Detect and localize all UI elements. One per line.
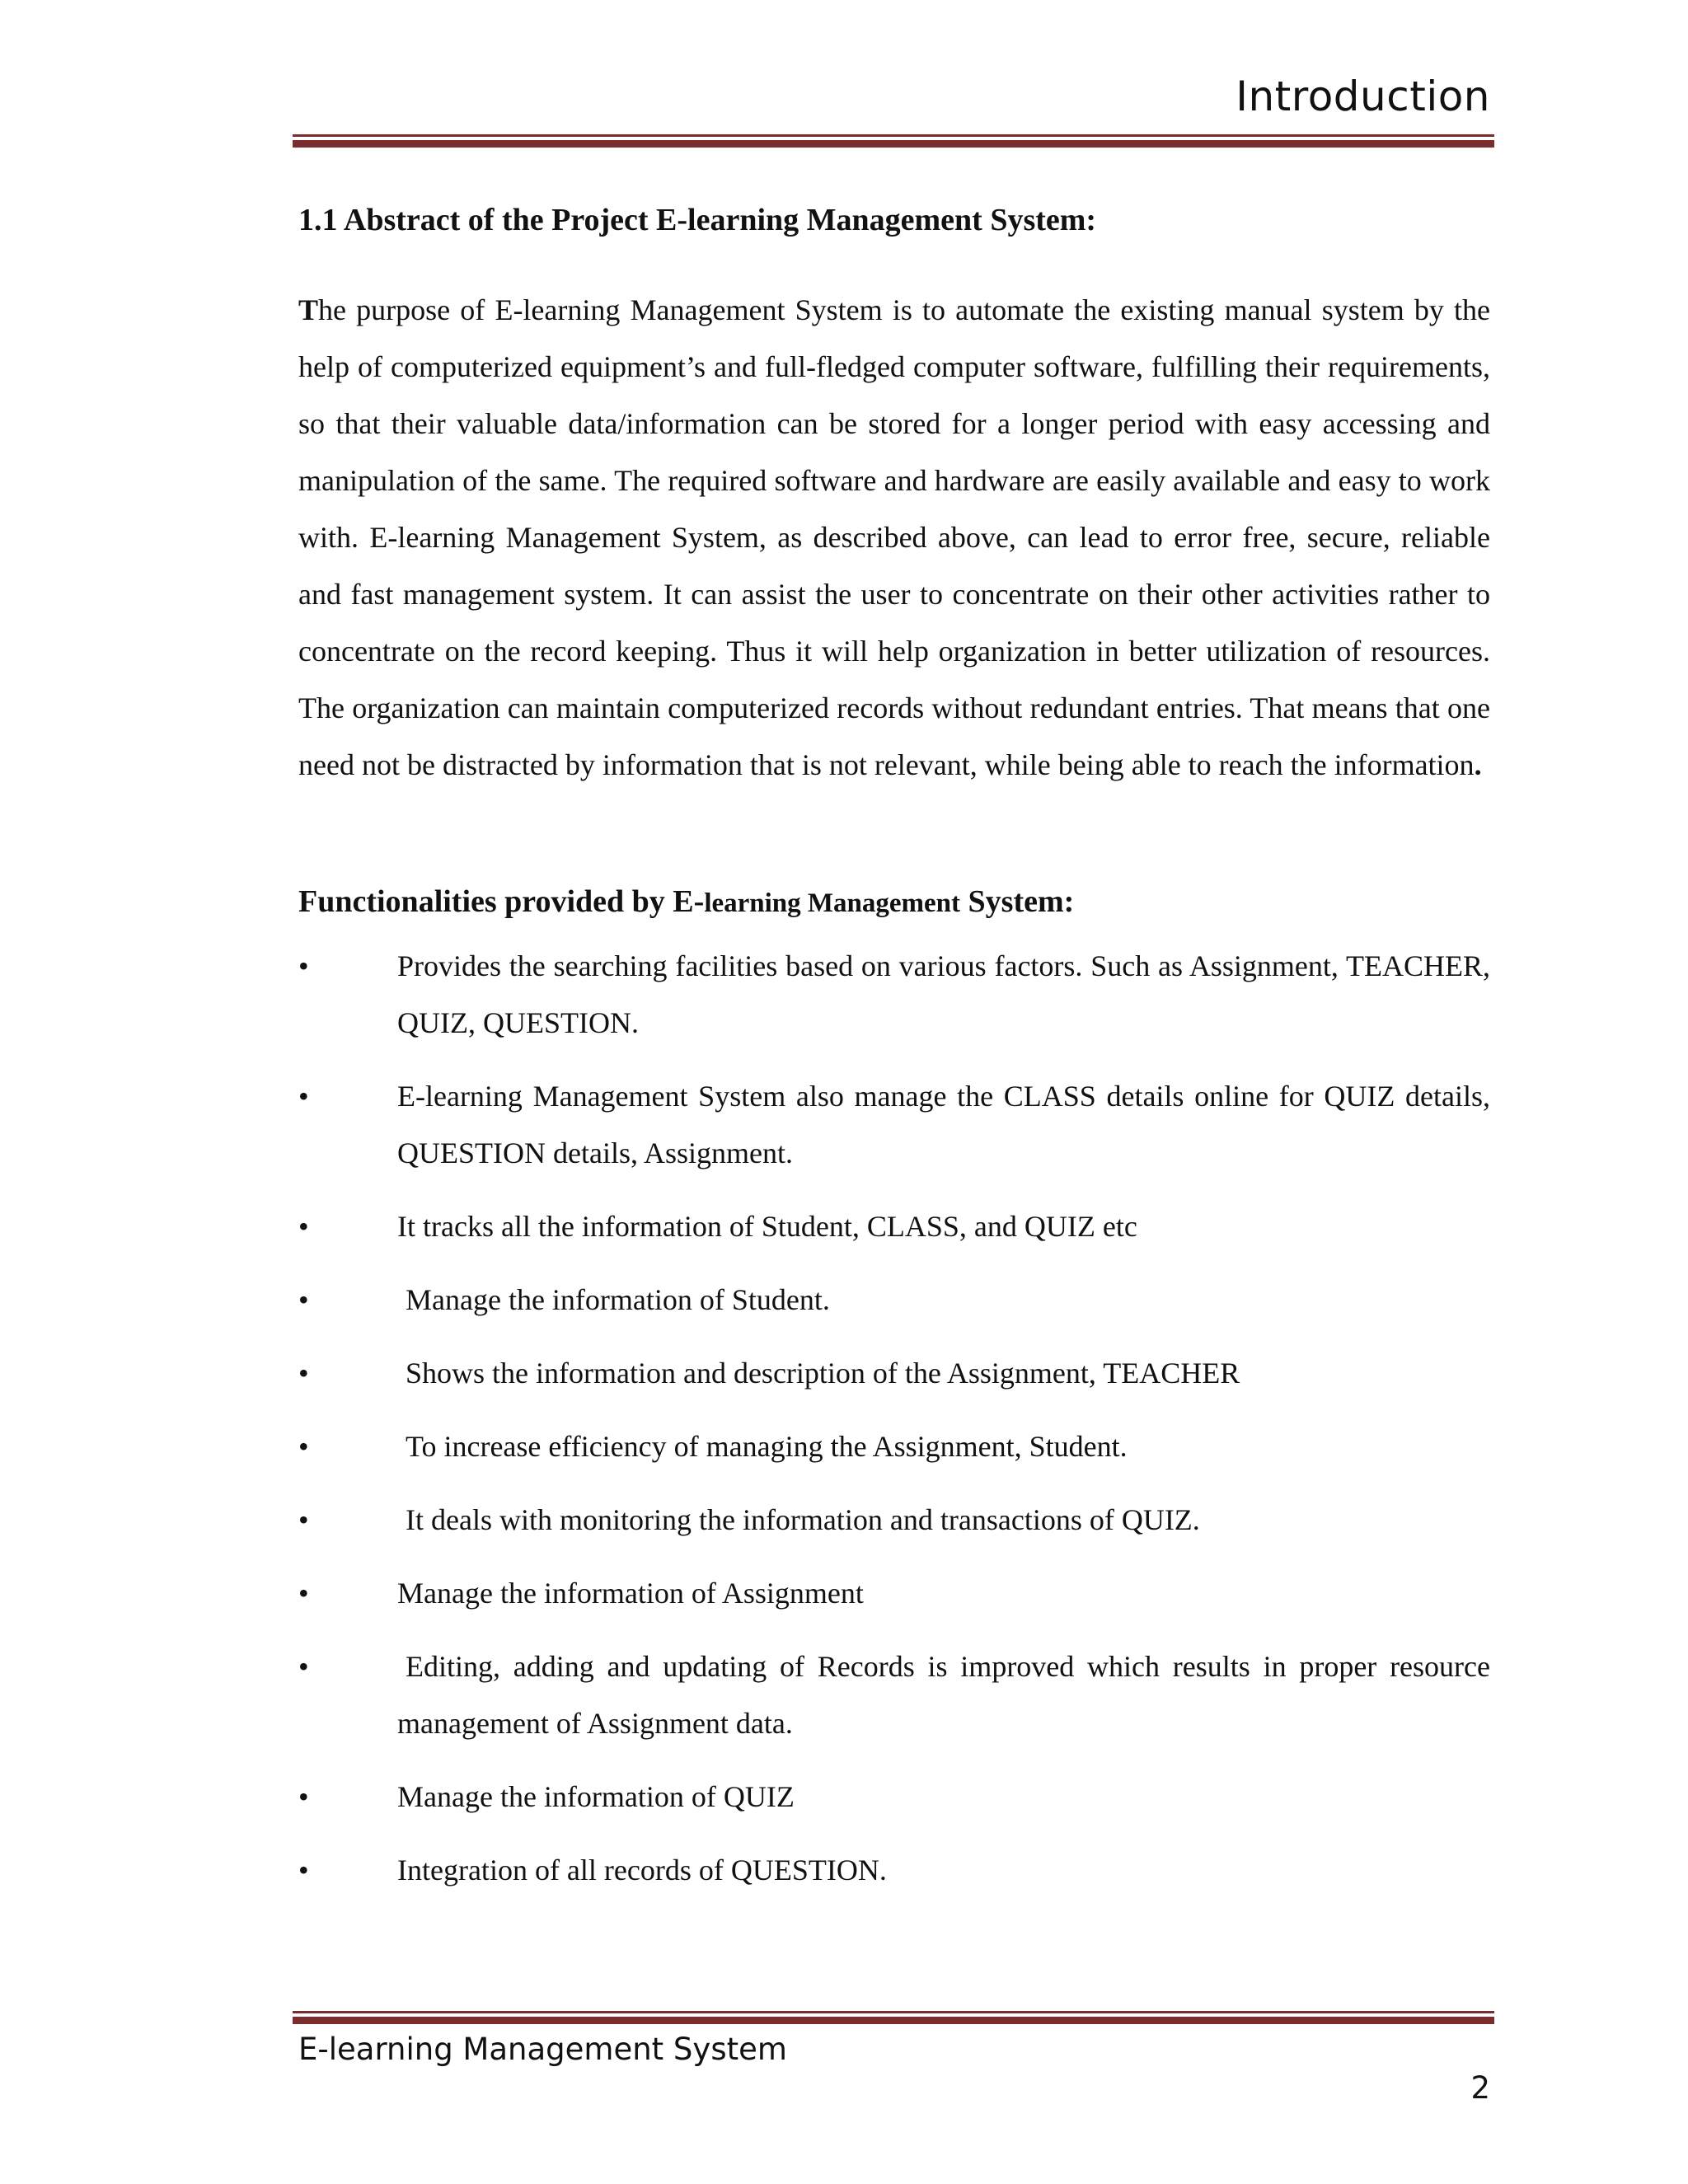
list-item: [298, 938, 1490, 1052]
list-item: [298, 1198, 1490, 1255]
functionalities-heading-part3: System:: [960, 884, 1075, 919]
bullet-icon: •: [298, 1780, 309, 1813]
bullet-icon: •: [298, 1357, 309, 1390]
bullet-icon: •: [298, 1854, 309, 1886]
list-item-text: Manage the information of Assignment: [397, 1577, 864, 1610]
list-item-text: Manage the information of QUIZ: [397, 1780, 795, 1813]
list-item-text: E-learning Management System also manage the CLASS details online for QUIZ details, QUESTION details, Assignment.: [397, 1080, 1490, 1169]
page-header-title: Introduction: [1236, 73, 1490, 120]
footer-title: E-learning Management System: [298, 2032, 787, 2067]
list-item-text: Integration of all records of QUESTION.: [397, 1854, 887, 1886]
abstract-first-letter: T: [298, 293, 319, 326]
list-item: [298, 1345, 1490, 1402]
bullet-icon: •: [298, 1283, 309, 1316]
functionalities-heading-part1: Functionalities provided by E-: [298, 884, 705, 919]
bullet-icon: •: [298, 1080, 309, 1113]
list-item: [298, 1769, 1490, 1825]
bullet-icon: •: [298, 1503, 309, 1536]
list-item-text: Manage the information of Student.: [406, 1283, 830, 1316]
list-item: [298, 1492, 1490, 1549]
header-rule: [293, 134, 1494, 148]
list-item-text: To increase efficiency of managing the Assignment, Student.: [406, 1430, 1128, 1463]
section-heading: 1.1 Abstract of the Project E-learning Management System:: [298, 203, 1097, 237]
bullet-icon: •: [298, 949, 309, 982]
bullet-icon: •: [298, 1210, 309, 1243]
list-item: [298, 1272, 1490, 1329]
list-item-text: Editing, adding and updating of Records is improved which results in proper resource management of Assignment data.: [397, 1650, 1490, 1740]
footer-rule: [293, 2011, 1494, 2024]
header-rule-thick-line: [293, 140, 1494, 148]
list-item-text: It deals with monitoring the information and transactions of QUIZ.: [406, 1503, 1200, 1536]
bullet-icon: •: [298, 1650, 309, 1683]
functionalities-heading-part2: learning Management: [704, 888, 961, 918]
functionalities-list: [298, 938, 1490, 1915]
list-item: [298, 1842, 1490, 1899]
abstract-paragraph: [298, 282, 1490, 794]
bullet-icon: •: [298, 1577, 309, 1610]
functionalities-heading: [298, 883, 1074, 921]
page-number: 2: [1470, 2070, 1490, 2106]
list-item-text: Shows the information and description of the Assignment, TEACHER: [406, 1357, 1240, 1390]
abstract-body: he purpose of E-learning Management System is to automate the existing manual system by the help of computerized equipment’s and full-fledged computer software, fulfilling their requirements, so that their valuable data/information can be stored for a longer period with easy accessing and manipulation of the same. The required software and hardware are easily available and easy to work with. E-learning Management System, as described above, can lead to error free, secure, reliable and fast management system. It can assist the user to concentrate on their other activities rather to concentrate on the record keeping. Thus it will help organization in better utilization of resources. The organization can maintain computerized records without redundant entries. That means that one need not be distracted by information that is not relevant, while being able to reach the information: [298, 293, 1490, 781]
list-item-text: It tracks all the information of Student, CLASS, and QUIZ etc: [397, 1210, 1137, 1243]
list-item: [298, 1638, 1490, 1752]
list-item: [298, 1068, 1490, 1182]
list-item-text: Provides the searching facilities based on various factors. Such as Assignment, TEACHER, QUIZ, QUESTION.: [397, 949, 1490, 1039]
abstract-end-period: .: [1474, 748, 1482, 781]
bullet-icon: •: [298, 1430, 309, 1463]
list-item: [298, 1418, 1490, 1475]
footer-rule-thick-line: [293, 2017, 1494, 2024]
list-item: [298, 1565, 1490, 1622]
